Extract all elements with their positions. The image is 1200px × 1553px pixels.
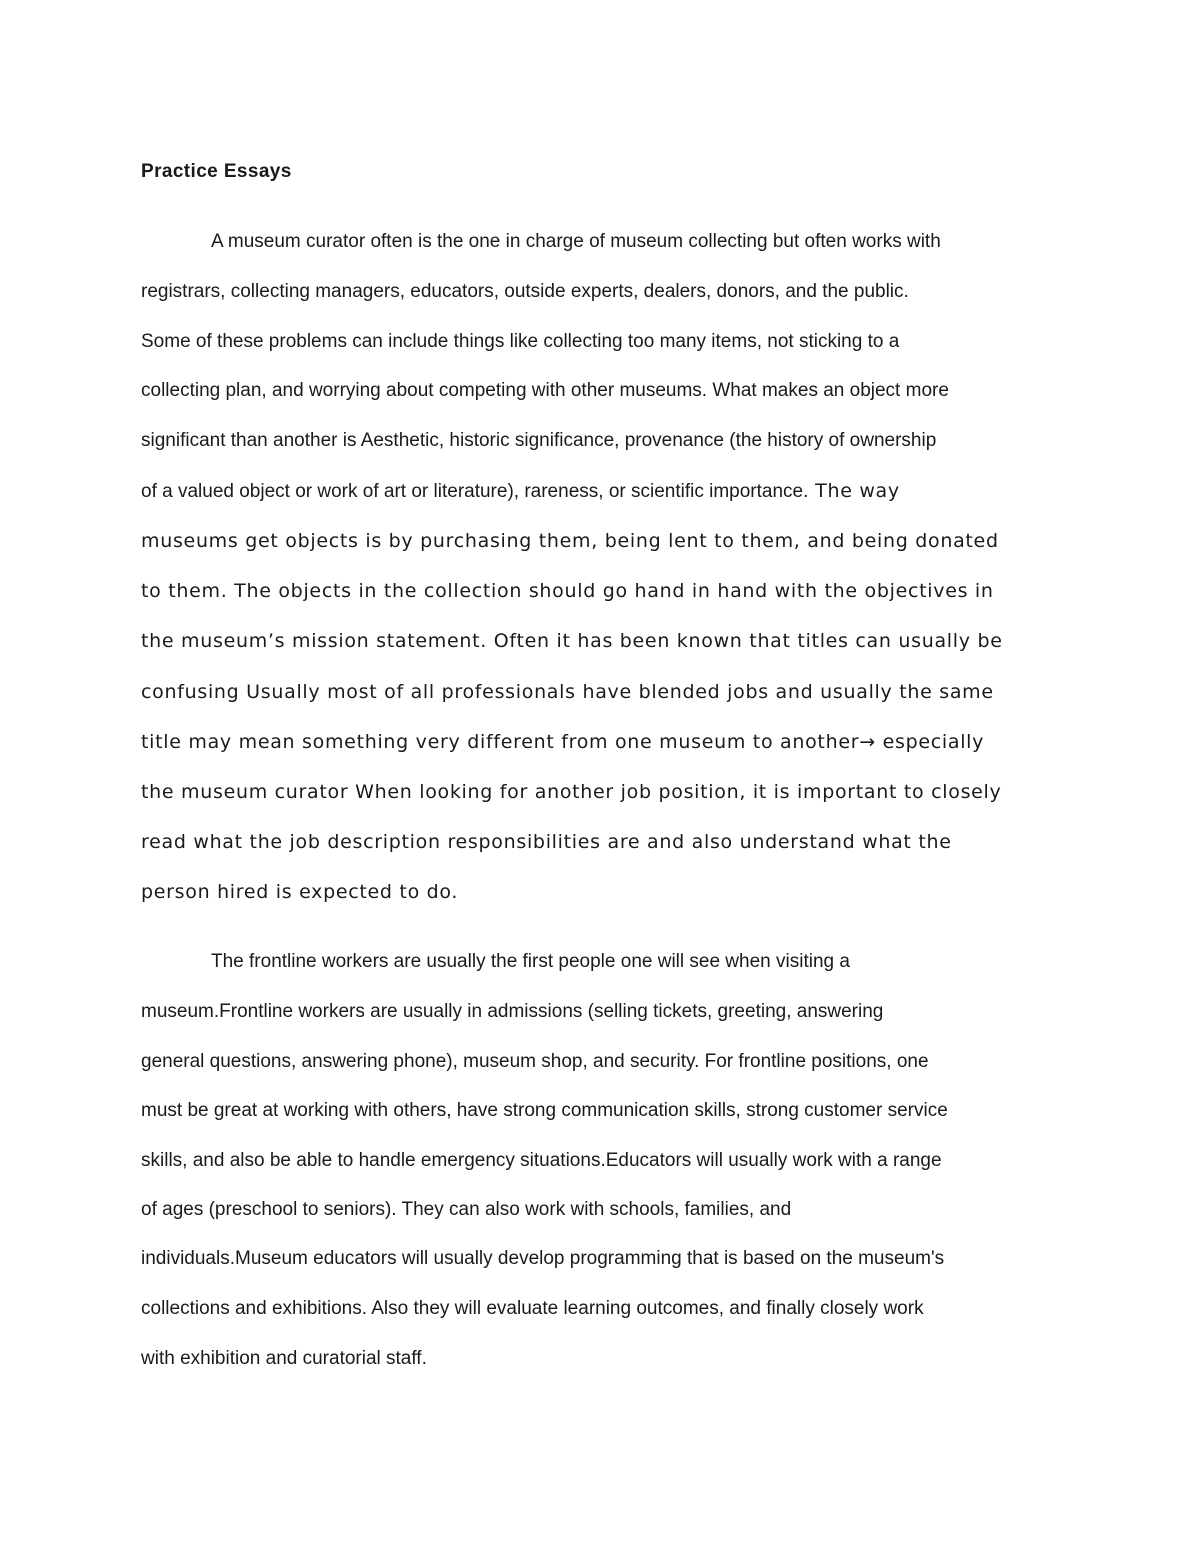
paragraph-1-line (141, 480, 900, 503)
paragraph-1-line: confusing Usually most of all professionals have blended jobs and usually the same (141, 681, 994, 703)
paragraph-1-line: to them. The objects in the collection should go hand in hand with the objectives in (141, 580, 994, 602)
paragraph-1-line-segment: The way (808, 480, 900, 502)
paragraph-1-line: the museum’s mission statement. Often it has been known that titles can usually be (141, 630, 1003, 652)
paragraph-2-line: of ages (preschool to seniors). They can also work with schools, families, and (141, 1199, 792, 1220)
paragraph-2-line: museum.Frontline workers are usually in admissions (selling tickets, greeting, answering (141, 1001, 884, 1022)
paragraph-2-line: general questions, answering phone), museum shop, and security. For frontline positions, one (141, 1051, 929, 1072)
paragraph-1-line: collecting plan, and worrying about competing with other museums. What makes an object more (141, 380, 949, 401)
paragraph-2-line: must be great at working with others, have strong communication skills, strong customer service (141, 1100, 948, 1121)
paragraph-1-line: museums get objects is by purchasing them, being lent to them, and being donated (141, 530, 999, 552)
paragraph-1-line: Some of these problems can include things like collecting too many items, not sticking to a (141, 331, 900, 352)
paragraph-2-line: collections and exhibitions. Also they will evaluate learning outcomes, and finally closely work (141, 1298, 924, 1319)
paragraph-2-line: skills, and also be able to handle emergency situations.Educators will usually work with a range (141, 1150, 942, 1171)
paragraph-2-line: individuals.Museum educators will usually develop programming that is based on the museum's (141, 1248, 945, 1269)
paragraph-2-line: with exhibition and curatorial staff. (141, 1348, 427, 1369)
paragraph-1-line: person hired is expected to do. (141, 881, 459, 903)
paragraph-2-line: The frontline workers are usually the first people one will see when visiting a (211, 951, 850, 972)
paragraph-1-line: title may mean something very different from one museum to another→ especially (141, 731, 985, 753)
document-title: Practice Essays (141, 161, 292, 182)
paragraph-1-line: registrars, collecting managers, educators, outside experts, dealers, donors, and the public. (141, 281, 909, 302)
paragraph-1-line-segment: of a valued object or work of art or literature), rareness, or scientific importance. (141, 481, 809, 502)
paragraph-1-line: the museum curator When looking for another job position, it is important to closely (141, 781, 1002, 803)
paragraph-1-line: read what the job description responsibilities are and also understand what the (141, 831, 952, 853)
paragraph-1-line: significant than another is Aesthetic, historic significance, provenance (the history of ownership (141, 430, 937, 451)
paragraph-1-line: A museum curator often is the one in charge of museum collecting but often works with (211, 231, 941, 252)
